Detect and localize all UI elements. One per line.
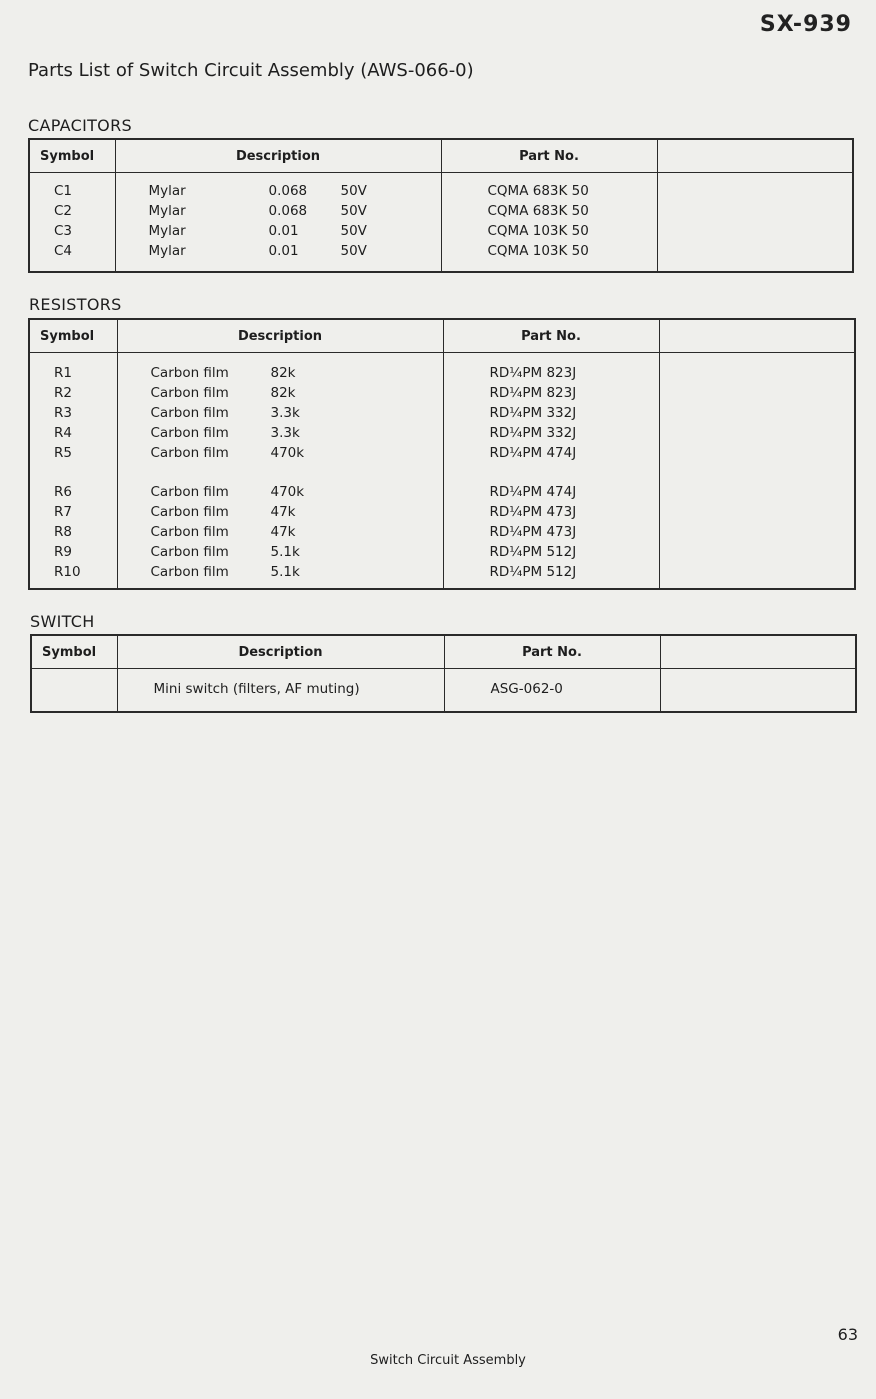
table-row-part-no: RD¼PM 823J [489, 365, 577, 381]
part-no-column-header: Part No. [441, 139, 657, 173]
table-row-symbol: R4 [54, 425, 72, 441]
part-type: Carbon film [150, 365, 229, 381]
table-row-description [118, 542, 443, 562]
switch-table [30, 634, 857, 713]
table-row-part-no: CQMA 683K 50 [487, 203, 589, 219]
blank-column-header [659, 319, 855, 353]
part-type: Carbon film [150, 425, 229, 441]
capacitors-table [28, 138, 854, 273]
part-rating: 50V [340, 223, 367, 239]
part-type: Mylar [148, 203, 186, 219]
part-type: Mylar [148, 223, 186, 239]
part-no-column-header: Part No. [444, 635, 660, 669]
table-row-symbol [32, 679, 117, 699]
switch-body [31, 669, 856, 713]
page-title: Parts List of Switch Circuit Assembly (AWS-066-0) [28, 60, 474, 81]
table-row-description [116, 241, 441, 261]
table-row-part-no: RD¼PM 474J [489, 484, 577, 500]
description-column-header: Description [115, 139, 441, 173]
part-value: 0.01 [268, 223, 299, 239]
part-value: 470k [270, 445, 305, 461]
blank-cell [660, 669, 856, 713]
page-footer-caption: Switch Circuit Assembly [370, 1353, 526, 1368]
part-value: 82k [270, 385, 296, 401]
description-column-header: Description [117, 635, 444, 669]
part-value: 47k [270, 504, 296, 520]
table-row-part-no: ASG-062-0 [490, 681, 563, 697]
capacitors-heading: CAPACITORS [28, 116, 132, 135]
table-row-symbol: R1 [54, 365, 72, 381]
table-row-part-no: RD¼PM 332J [489, 425, 577, 441]
part-rating: 50V [340, 243, 367, 259]
part-type: Carbon film [150, 405, 229, 421]
part-type: Carbon film [150, 544, 229, 560]
table-row-part-no: RD¼PM 473J [489, 524, 577, 540]
table-row-description: Mini switch (filters, AF muting) [153, 681, 360, 697]
table-row-description [118, 522, 443, 542]
part-value: 47k [270, 524, 296, 540]
table-row-description [116, 221, 441, 241]
table-row-part-no: RD¼PM 332J [489, 405, 577, 421]
part-value: 82k [270, 365, 296, 381]
part-type: Carbon film [150, 564, 229, 580]
resistors-heading: RESISTORS [29, 295, 122, 314]
symbol-column-header: Symbol [31, 635, 117, 669]
part-value: 5.1k [270, 564, 300, 580]
table-row-part-no: RD¼PM 512J [489, 564, 577, 580]
table-row-symbol: R6 [54, 484, 72, 500]
table-row-description [118, 482, 443, 502]
part-value: 0.068 [268, 183, 308, 199]
table-header-row [29, 319, 855, 353]
table-row-symbol: R8 [54, 524, 72, 540]
table-row-symbol: C3 [54, 223, 73, 239]
table-row-description [116, 201, 441, 221]
part-value: 0.01 [268, 243, 299, 259]
table-row-description [118, 562, 443, 582]
table-row-symbol: R3 [54, 405, 72, 421]
part-type: Mylar [148, 183, 186, 199]
table-row-part-no: RD¼PM 473J [489, 504, 577, 520]
part-type: Carbon film [150, 504, 229, 520]
blank-column-header [657, 139, 853, 173]
blank-cell [659, 353, 855, 590]
table-row-symbol: R9 [54, 544, 72, 560]
table-row-part-no: CQMA 683K 50 [487, 183, 589, 199]
table-row-symbol: R2 [54, 385, 72, 401]
part-rating: 50V [340, 203, 367, 219]
table-row-symbol: C2 [54, 203, 73, 219]
table-row-symbol: R7 [54, 504, 72, 520]
table-row-part-no: RD¼PM 512J [489, 544, 577, 560]
part-type: Carbon film [150, 524, 229, 540]
table-row-symbol: C1 [54, 183, 73, 199]
model-number: SX-939 [759, 12, 852, 37]
part-value: 0.068 [268, 203, 308, 219]
blank-cell [657, 173, 853, 273]
part-type: Mylar [148, 243, 186, 259]
blank-column-header [660, 635, 856, 669]
symbol-column-header: Symbol [29, 139, 115, 173]
table-row-description [116, 181, 441, 201]
resistors-table [28, 318, 856, 590]
switch-heading: SWITCH [30, 612, 95, 631]
resistors-body [29, 353, 855, 590]
part-no-column-header: Part No. [443, 319, 659, 353]
part-value: 5.1k [270, 544, 300, 560]
symbol-column-header: Symbol [29, 319, 117, 353]
table-row-description [118, 443, 443, 463]
part-value: 3.3k [270, 405, 300, 421]
table-row-symbol: R10 [54, 564, 81, 580]
table-row-description [118, 403, 443, 423]
table-header-row [29, 139, 853, 173]
table-row-description [118, 363, 443, 383]
part-type: Carbon film [150, 445, 229, 461]
capacitors-body [29, 173, 853, 273]
table-row-description [118, 502, 443, 522]
part-rating: 50V [340, 183, 367, 199]
table-row-description [118, 383, 443, 403]
part-type: Carbon film [150, 484, 229, 500]
table-row-symbol: R5 [54, 445, 72, 461]
page-number: 63 [837, 1325, 858, 1344]
table-header-row [31, 635, 856, 669]
part-value: 3.3k [270, 425, 300, 441]
table-row-part-no: RD¼PM 474J [489, 445, 577, 461]
table-row-symbol: C4 [54, 243, 73, 259]
description-column-header: Description [117, 319, 443, 353]
part-value: 470k [270, 484, 305, 500]
table-row-part-no: CQMA 103K 50 [487, 223, 589, 239]
part-type: Carbon film [150, 385, 229, 401]
table-row-part-no: RD¼PM 823J [489, 385, 577, 401]
table-row-part-no: CQMA 103K 50 [487, 243, 589, 259]
table-row-description [118, 423, 443, 443]
